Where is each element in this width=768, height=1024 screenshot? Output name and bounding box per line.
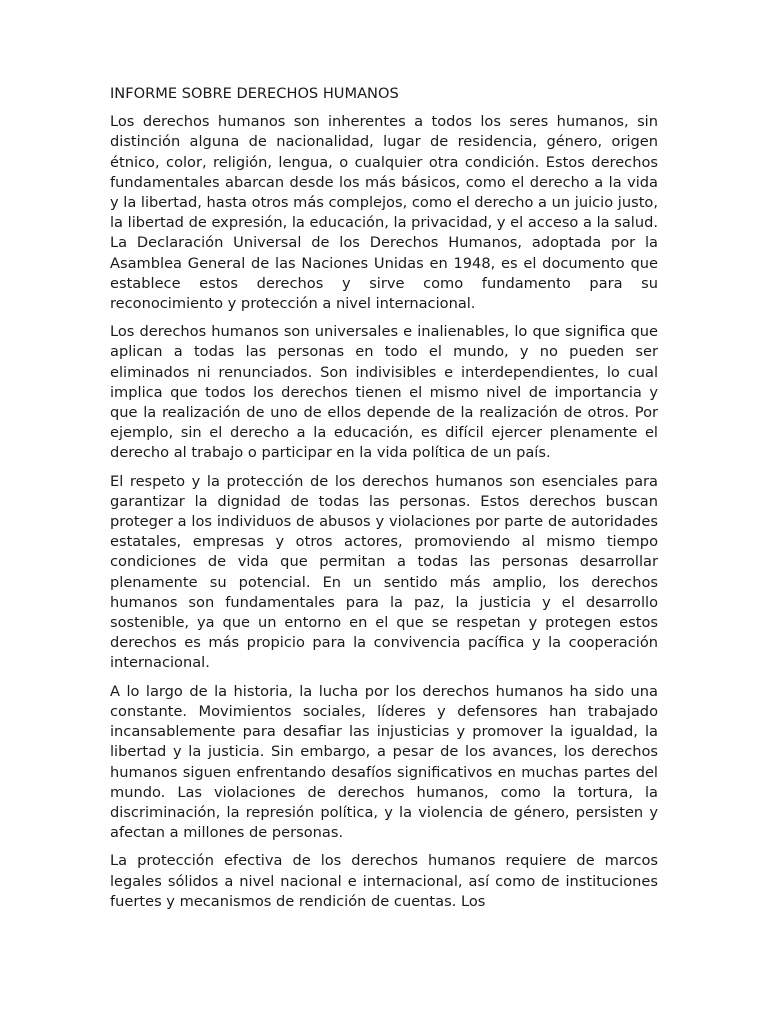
paragraph-1: Los derechos humanos son inherentes a todos los seres humanos, sin distinción alguna de nacionalidad, lugar de residencia, género, origen étnico, color, religión, lengua, o cualquier otra condición. Estos derechos fundamentales abarcan desde los más básicos, como el derecho a la vida y la libertad, hasta otros más complejos, como el derecho a un juicio justo, la libertad de expresión, la educación, la privacidad, y el acceso a la salud. La Declaración Universal de los Derechos Humanos, adoptada por la Asamblea General de las Naciones Unidas en 1948, es el documento que establece estos derechos y sirve como fundamento para su reconocimiento y protección a nivel internacional. bbox=[110, 113, 658, 313]
paragraph-5: La protección efectiva de los derechos humanos requiere de marcos legales sólidos a nivel nacional e internacional, así como de instituciones fuertes y mecanismos de rendición de cuentas. Los bbox=[110, 852, 658, 910]
document-page bbox=[110, 84, 658, 920]
paragraph-2: Los derechos humanos son universales e inalienables, lo que significa que aplican a todas las personas en todo el mundo, y no pueden ser eliminados ni renunciados. Son indivisibles e interdependientes, lo cual implica que todos los derechos tienen el mismo nivel de importancia y que la realización de uno de ellos depende de la realización de otros. Por ejemplo, sin el derecho a la educación, es difícil ejercer plenamente el derecho al trabajo o participar en la vida política de un país. bbox=[110, 323, 658, 462]
document-title: INFORME SOBRE DERECHOS HUMANOS bbox=[110, 85, 399, 102]
paragraph-3: El respeto y la protección de los derechos humanos son esenciales para garantizar la dignidad de todas las personas. Estos derechos buscan proteger a los individuos de abusos y violaciones por parte de autoridades estatales, empresas y otros actores, promoviendo al mismo tiempo condiciones de vida que permitan a todas las personas desarrollar plenamente su potencial. En un sentido más amplio, los derechos humanos son fundamentales para la paz, la justicia y el desarrollo sostenible, ya que un entorno en el que se respetan y protegen estos derechos es más propicio para la convivencia pacífica y la cooperación internacional. bbox=[110, 472, 658, 672]
paragraph-4: A lo largo de la historia, la lucha por los derechos humanos ha sido una constante. Movimientos sociales, líderes y defensores han trabajado incansablemente para desafiar las injusticias y promover la igualdad, la libertad y la justicia. Sin embargo, a pesar de los avances, los derechos humanos siguen enfrentando desafíos significativos en muchas partes del mundo. Las violaciones de derechos humanos, como la tortura, la discriminación, la represión política, y la violencia de género, persisten y afectan a millones de personas. bbox=[110, 682, 658, 842]
